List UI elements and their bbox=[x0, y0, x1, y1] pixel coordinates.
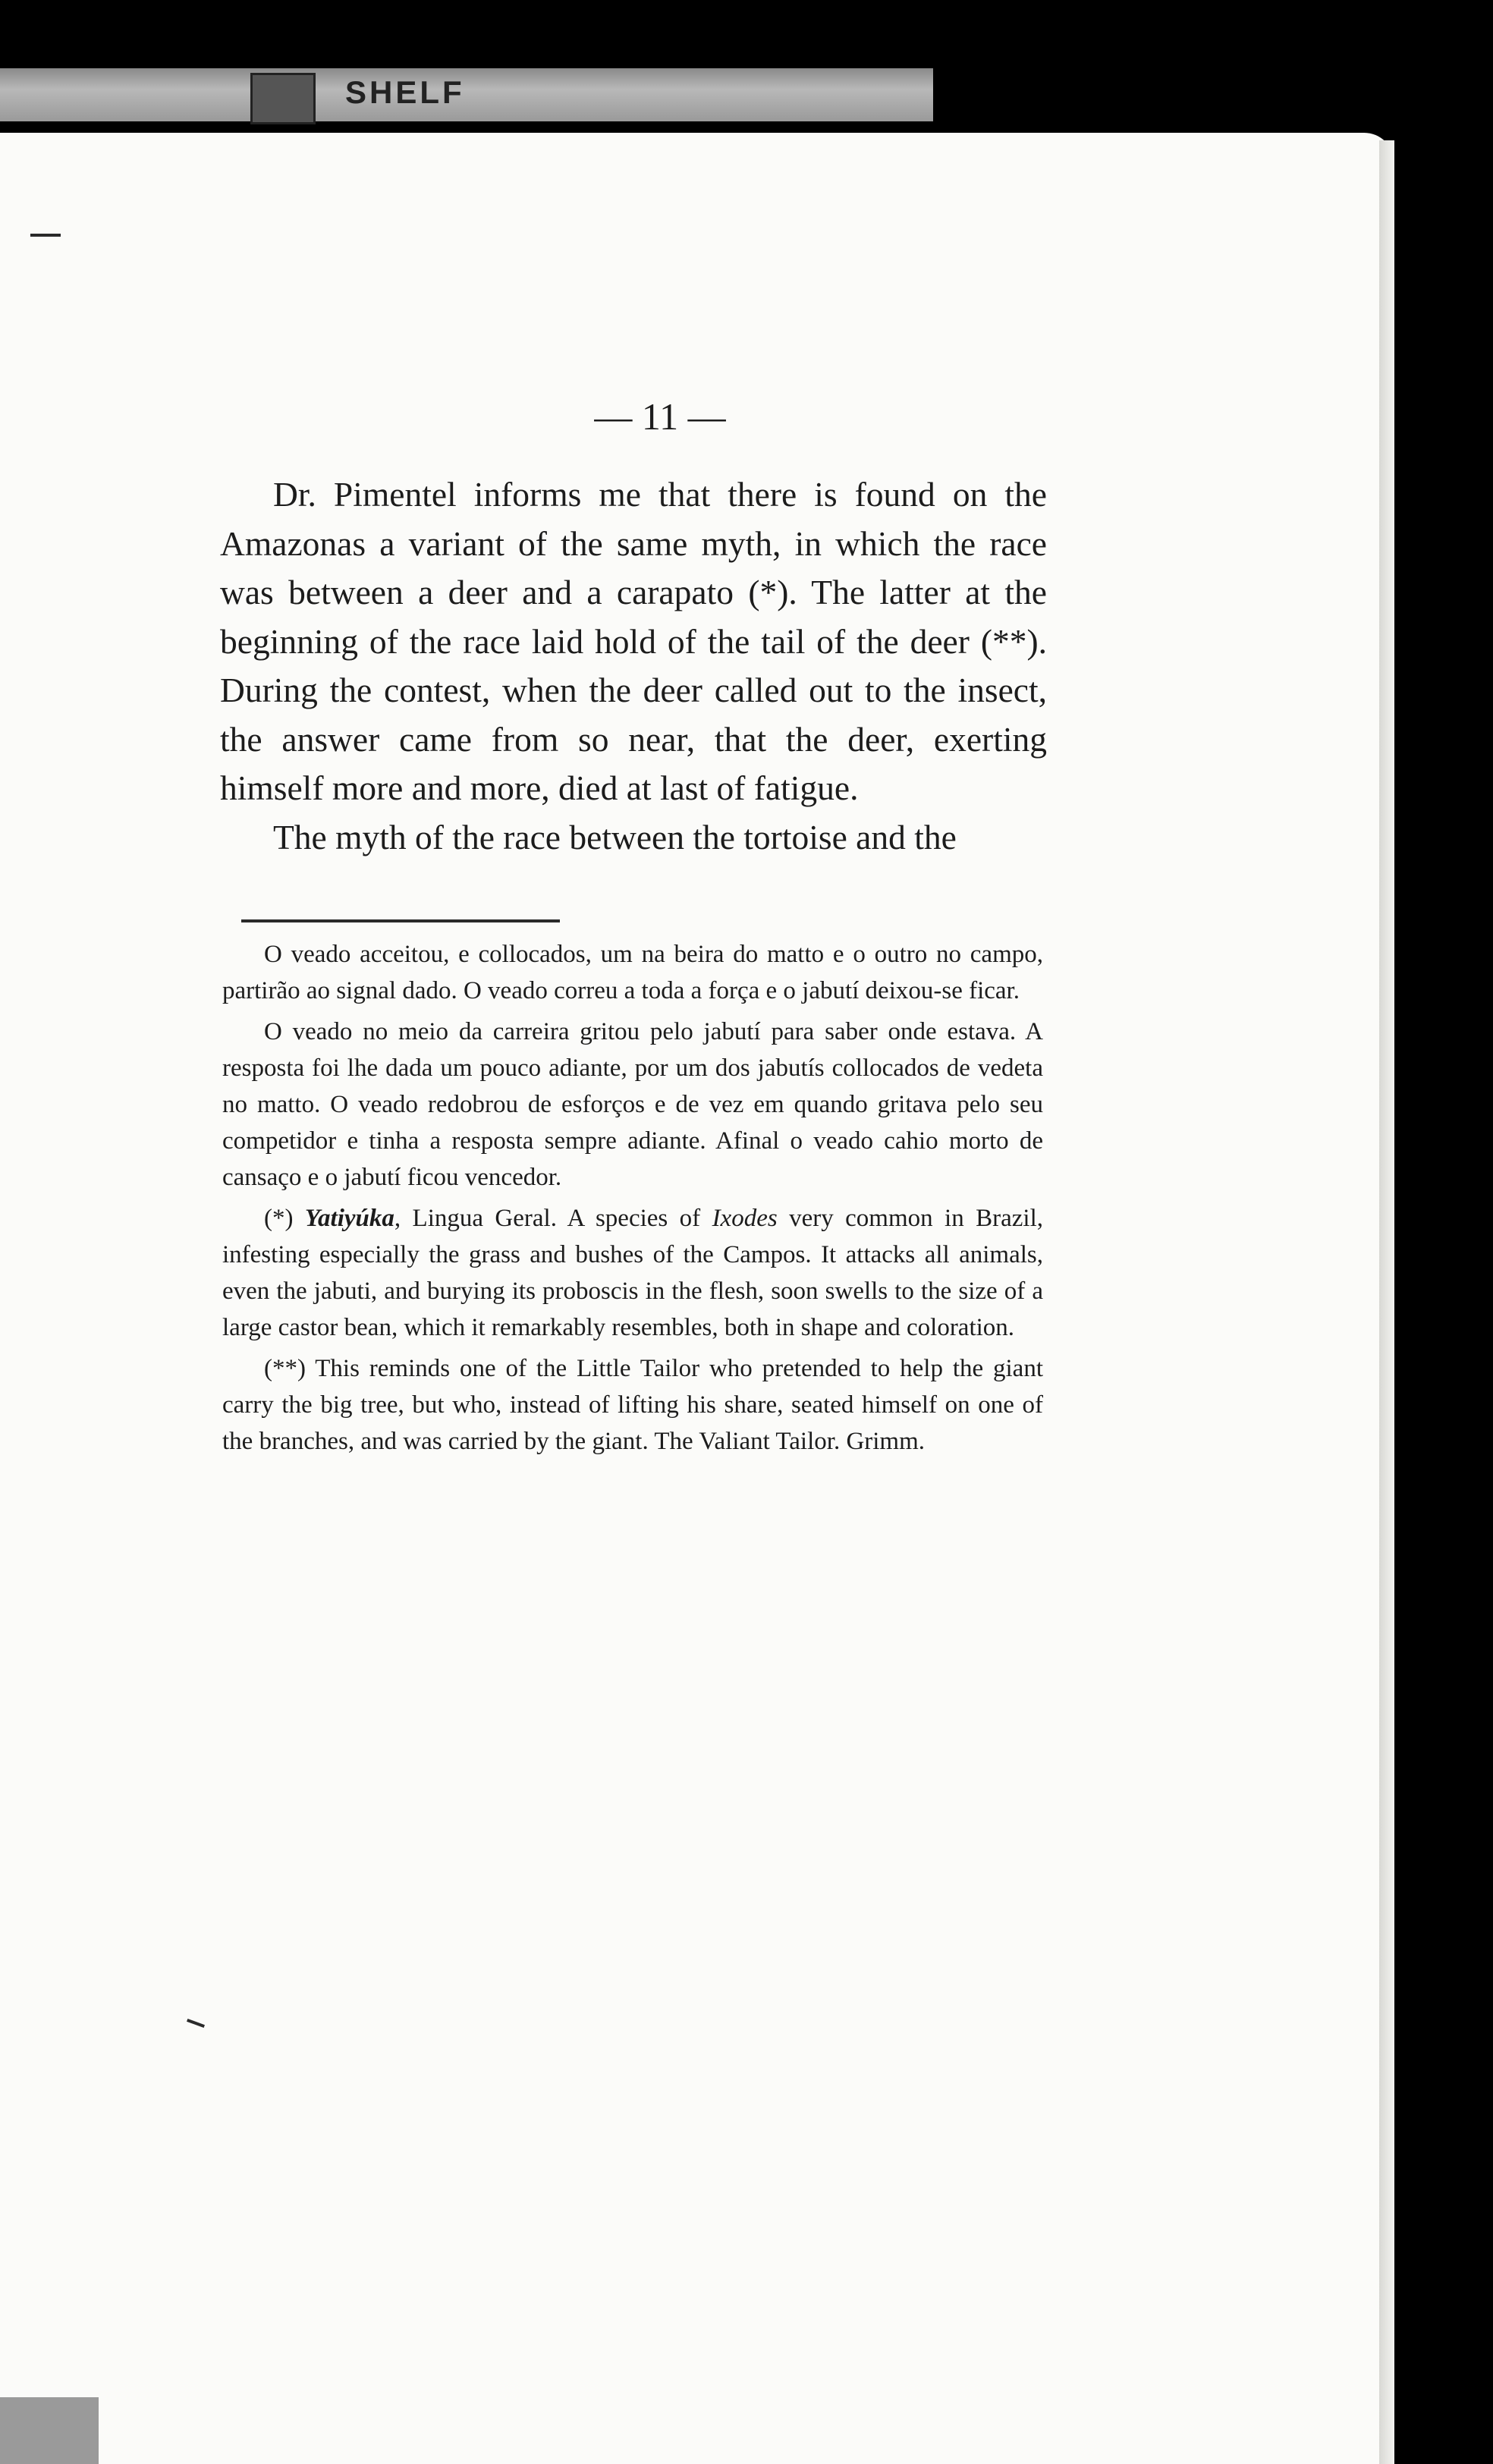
footnote-genus: Ixodes bbox=[712, 1205, 778, 1232]
footnote-term: Yatiyúka bbox=[304, 1205, 394, 1232]
footnote: O veado acceitou, e collocados, um na beira do matto e o outro no campo, partirão ao signal dado. O veado correu a toda a força e o jabutí deixou-se ficar. bbox=[222, 941, 1043, 1004]
footnotes bbox=[222, 936, 1043, 1464]
page-number: — 11 — bbox=[594, 395, 726, 438]
footnote: O veado no meio da carreira gritou pelo jabutí para saber onde estava. A resposta foi lhe dada um pouco adiante, por um dos jabutís collocados de vedeta no matto. O veado redobrou de esforços e de vez em quando gritava pelo seu competidor e tinha a resposta sempre adiante. Afinal o veado cahio morto de cansaço e o jabutí ficou vencedor. bbox=[222, 1018, 1043, 1191]
footnote bbox=[222, 1200, 1043, 1346]
footnote-text: , Lingua Geral. A species of bbox=[394, 1205, 712, 1232]
main-text bbox=[220, 470, 1047, 862]
margin-mark bbox=[30, 234, 61, 237]
paragraph: The myth of the race between the tortoise and the bbox=[273, 817, 957, 856]
footnote-text: very common in Brazil, infesting especially the grass and bushes of the Campos. It attacks all animals, even the jabuti, and burying its proboscis in the flesh, soon swells to the size of a large castor bean, which it remarkably resembles, both in shape and coloration. bbox=[222, 1205, 1044, 1341]
bottom-binding-strip bbox=[0, 2397, 99, 2464]
footnote-rule bbox=[241, 919, 560, 922]
shelf-label: SHELF bbox=[345, 74, 465, 110]
page-edge bbox=[1379, 140, 1394, 2464]
paragraph: Dr. Pimentel informs me that there is found on the Amazonas a variant of the same myth, in which the race was between a deer and a carapato (*). The latter at the beginning of the race laid hold of the tail of the deer (**). During the contest, when the deer called out to the insect, the answer came from so near, that the deer, exerting himself more and more, died at last of fatigue. bbox=[220, 475, 1047, 807]
footnote-mark: (*) bbox=[264, 1205, 294, 1232]
shelf-strip bbox=[0, 68, 933, 121]
footnote: (**) This reminds one of the Little Tailor who pretended to help the giant carry the big tree, but who, instead of lifting his share, seated himself on one of the branches, and was carried by the giant. The Valiant Tailor. Grimm. bbox=[222, 1355, 1043, 1455]
shelf-tab bbox=[250, 73, 316, 124]
